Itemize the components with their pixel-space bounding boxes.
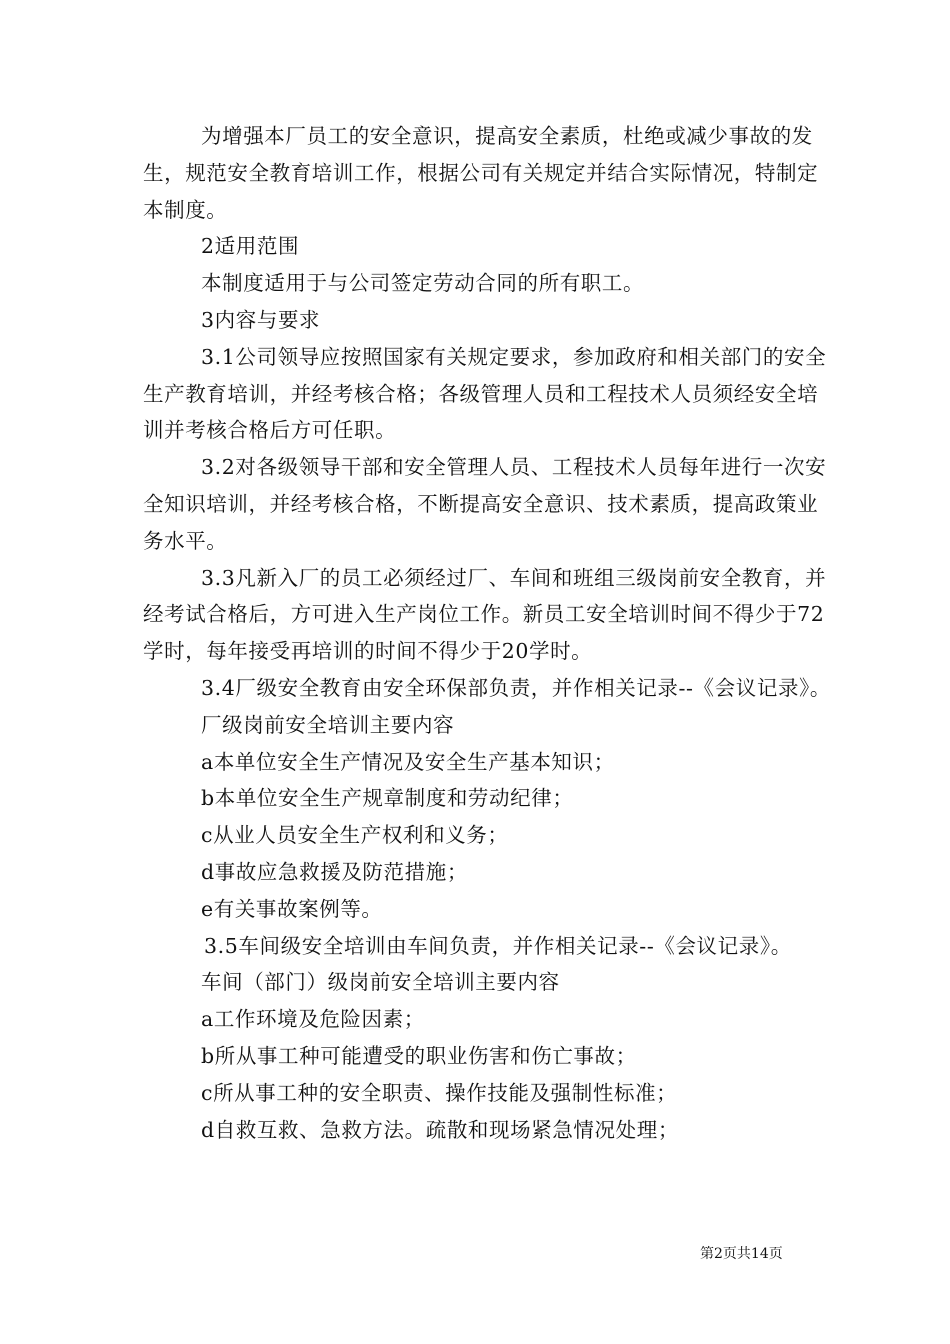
list-item-workshop-b: b所从事工种可能遭受的职业伤害和伤亡事故； <box>201 1043 637 1068</box>
document-body <box>143 118 831 1148</box>
paragraph-3-4: 3.4厂级安全教育由安全环保部负责，并作相关记录--《会议记录》。 <box>201 675 832 700</box>
paragraph-3-5: 3.5车间级安全培训由车间负责，并作相关记录--《会议记录》。 <box>204 933 792 958</box>
list-item-workshop-c: c所从事工种的安全职责、操作技能及强制性标准； <box>201 1080 678 1105</box>
list-item-factory-c: c从业人员安全生产权利和义务； <box>201 823 509 848</box>
list-item-factory-d: d事故应急救援及防范措施； <box>201 859 468 884</box>
list-item-workshop-d: d自救互救、急救方法。疏散和现场紧急情况处理； <box>201 1117 679 1142</box>
paragraph-intro: 为增强本厂员工的安全意识，提高安全素质，杜绝或减少事故的发生，规范安全教育培训工作，根据公司有关规定并结合实际情况，特制定本制度。 <box>143 124 819 222</box>
list-item-workshop-a: a工作环境及危险因素； <box>201 1007 425 1032</box>
list-item-factory-b: b本单位安全生产规章制度和劳动纪律； <box>201 786 574 811</box>
page-number: 第2页共14页 <box>700 1246 783 1262</box>
subheading-factory-training: 厂级岗前安全培训主要内容 <box>201 712 455 737</box>
list-item-factory-a: a本单位安全生产情况及安全生产基本知识； <box>201 749 615 774</box>
paragraph-3-2: 3.2对各级领导干部和安全管理人员、工程技术人员每年进行一次安全知识培训，并经考核合格，不断提高安全意识、技术素质，提高政策业务水平。 <box>143 455 827 553</box>
list-item-factory-e: e有关事故案例等。 <box>201 896 383 921</box>
paragraph-3-1: 3.1公司领导应按照国家有关规定要求，参加政府和相关部门的安全生产教育培训，并经考核合格；各级管理人员和工程技术人员须经安全培训并考核合格后方可任职。 <box>143 344 827 443</box>
subheading-workshop-training: 车间（部门）级岗前安全培训主要内容 <box>201 970 560 995</box>
section-heading-requirements: 3内容与要求 <box>201 307 321 332</box>
section-heading-scope: 2适用范围 <box>201 234 300 259</box>
paragraph-3-3: 3.3凡新入厂的员工必须经过厂、车间和班组三级岗前安全教育，并经考试合格后，方可进入生产岗位工作。新员工安全培训时间不得少于72学时，每年接受再培训的时间不得少于20学时。 <box>143 565 827 664</box>
paragraph-scope: 本制度适用于与公司签定劳动合同的所有职工。 <box>201 271 645 296</box>
